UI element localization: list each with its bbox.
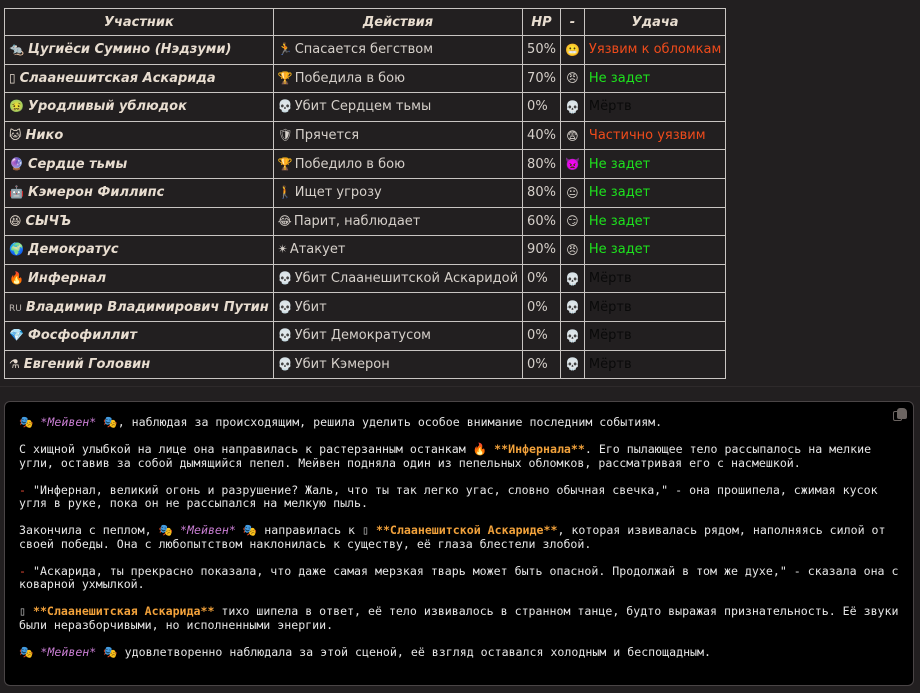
hp-cell: 0% — [523, 93, 561, 122]
luck-cell: Мёртв — [584, 350, 725, 379]
participant-name: Цугиёси Сумино (Нэдзуми) — [27, 42, 232, 58]
luck-cell: Мёртв — [584, 264, 725, 293]
theater-masks-icon: 🎭 — [19, 415, 34, 429]
mood-cell — [560, 150, 584, 179]
trophy-icon: 🏆 — [277, 70, 293, 85]
story-text: удовлетворенно наблюдала за этой сценой, её взгляд оставался холодным и беспощадным. — [117, 644, 711, 659]
mayven-name: *Мейвен* — [40, 644, 97, 659]
participant-cell — [5, 121, 274, 150]
devil-face-icon: 👿 — [564, 157, 580, 172]
skull-icon: 💀 — [277, 356, 293, 371]
story-text: направилась к — [257, 523, 362, 537]
participant-cell — [5, 93, 274, 122]
action-cell — [273, 178, 522, 207]
header-mood: - — [560, 9, 584, 36]
action-text: Убит Сердцем тьмы — [294, 99, 432, 115]
skull-icon: 💀 — [564, 99, 580, 114]
luck-cell: Не задет — [584, 207, 725, 236]
participant-name: Кэмерон Филлипс — [27, 185, 165, 201]
story-paragraph-4 — [19, 524, 899, 551]
skull-icon: 💀 — [277, 299, 293, 314]
mood-cell — [560, 350, 584, 379]
table-row — [5, 121, 726, 150]
mood-cell — [560, 264, 584, 293]
story-paragraph-3 — [19, 484, 899, 511]
rat-icon: 🐀 — [9, 42, 24, 57]
participant-cell — [5, 207, 274, 236]
participant-cell — [5, 64, 274, 93]
participant-cell — [5, 36, 274, 65]
participant-name: Фосфофиллит — [27, 328, 138, 344]
skull-icon: 💀 — [277, 99, 293, 114]
globe-icon: 🌍 — [9, 242, 24, 257]
table-row — [5, 36, 726, 65]
angry-face-icon: 😠 — [566, 242, 579, 257]
table-row — [5, 350, 726, 379]
ascarid-name: **Слаанешитской Аскариде** — [375, 523, 558, 537]
participant-name: Евгений Головин — [23, 356, 151, 372]
status-table — [4, 8, 726, 379]
story-text: "Аскарида, ты прекрасно показала, что даже самая мерзкая тварь может быть опасной. Продолжай в том же духе," - сказала она с коварной ухмылкой. — [19, 563, 899, 591]
neutral-face-icon: 😐 — [566, 185, 579, 200]
action-text: Победила в бою — [294, 70, 406, 86]
theater-masks-icon: 🎭 — [158, 523, 174, 537]
participant-name: Нико — [25, 128, 64, 144]
mood-cell — [560, 236, 584, 265]
action-text: Убит Кэмерон — [294, 356, 390, 372]
participant-cell — [5, 321, 274, 350]
action-text: Спасается бегством — [294, 42, 434, 58]
action-cell — [273, 121, 522, 150]
luck-cell: Мёртв — [584, 321, 725, 350]
mood-cell — [560, 321, 584, 350]
skull-icon: 💀 — [277, 328, 293, 343]
mayven-name: *Мейвен* — [180, 523, 236, 537]
header-actions: Действия — [273, 9, 522, 36]
action-cell — [273, 264, 522, 293]
theater-masks-icon: 🎭 — [103, 644, 118, 659]
smirk-face-icon: 😏 — [566, 214, 579, 229]
action-cell — [273, 350, 522, 379]
hp-cell: 0% — [523, 264, 561, 293]
header-participant: Участник — [5, 9, 274, 36]
skull-icon: 💀 — [564, 328, 580, 343]
luck-cell: Не задет — [584, 64, 725, 93]
fire-icon: 🔥 — [472, 442, 488, 456]
story-text: , наблюдая за происходящим, решила уделить особое внимание последним событиям. — [117, 415, 663, 429]
hp-cell: 80% — [523, 150, 561, 179]
hp-cell: 80% — [523, 178, 561, 207]
russia-flag-icon: RU — [9, 303, 22, 314]
star-burst-icon: ✴ — [277, 242, 288, 257]
tears-of-joy-icon: 😂 — [277, 213, 292, 228]
story-text: . Его пылающее тело рассыпалось на мелкие угли, оставив за собой дымящийся пепел. Мейвен подняла один из пепельных обломков, рассматривая его с насмешкой. — [19, 442, 872, 470]
action-text: Убит — [294, 299, 327, 315]
action-cell — [273, 64, 522, 93]
hp-cell: 70% — [523, 64, 561, 93]
luck-cell: Мёртв — [584, 293, 725, 322]
table-row — [5, 178, 726, 207]
luck-cell: Мёртв — [584, 93, 725, 122]
trophy-icon: 🏆 — [277, 156, 293, 171]
story-text: , которая извивалась рядом, наполняясь силой от своей победы. Она с любопытством наклонилась к существу, её глаза блестели злобой. — [19, 523, 886, 551]
header-hp: HP — [523, 9, 561, 36]
story-paragraph-2 — [19, 443, 899, 470]
ascarid-name: **Слаанешитская Аскарида** — [32, 604, 215, 618]
list-dash: - — [19, 482, 26, 497]
hp-cell: 0% — [523, 350, 561, 379]
walking-person-icon: 🚶 — [277, 185, 293, 200]
fire-icon: 🔥 — [9, 271, 24, 286]
luck-cell: Не задет — [584, 236, 725, 265]
theater-masks-icon: 🎭 — [103, 415, 118, 429]
table-header-row — [5, 9, 726, 36]
participant-name: СЫЧЪ — [25, 213, 72, 229]
luck-cell: Уязвим к обломкам — [584, 36, 725, 65]
dark-orb-icon: 🔮 — [9, 156, 24, 171]
story-paragraph-7 — [19, 646, 899, 660]
nauseated-face-icon: 🤢 — [9, 99, 24, 114]
table-row — [5, 64, 726, 93]
table-row — [5, 236, 726, 265]
action-cell — [273, 36, 522, 65]
action-cell — [273, 236, 522, 265]
action-text: Атакует — [289, 242, 346, 258]
hp-cell: 0% — [523, 321, 561, 350]
story-text: Закончила с пеплом, — [19, 523, 159, 537]
hp-cell: 90% — [523, 236, 561, 265]
table-row — [5, 150, 726, 179]
divider — [0, 386, 920, 387]
theater-masks-icon: 🎭 — [242, 523, 258, 537]
hp-cell: 0% — [523, 293, 561, 322]
table-row — [5, 93, 726, 122]
participant-cell — [5, 236, 274, 265]
luck-cell: Не задет — [584, 178, 725, 207]
story-text: "Инфернал, великий огонь и разрушение? Жаль, что ты так легко угас, словно обычная свечка," - она прошипела, сжимая кусок угля в руке, пока он не рассыпался на мелкую пыль. — [19, 482, 878, 510]
theater-masks-icon: 🎭 — [19, 644, 34, 659]
story-paragraph-1 — [19, 416, 899, 430]
action-text: Парит, наблюдает — [293, 213, 421, 229]
list-dash: - — [19, 563, 26, 578]
fearful-face-icon: 😨 — [566, 128, 579, 143]
table-row — [5, 321, 726, 350]
action-text: Прячется — [295, 128, 360, 144]
action-text: Победило в бою — [294, 156, 406, 172]
participant-name: Инфернал — [27, 271, 107, 287]
story-text: тихо шипела в ответ, её тело извивалось в странном танце, будто выражая признательность. Её звуки были неразборчивыми, но исполненными энергии. — [19, 604, 899, 632]
running-icon: 🏃 — [277, 42, 293, 57]
story-code-block — [4, 401, 914, 686]
participant-name: Демократус — [27, 242, 119, 258]
mood-cell — [560, 93, 584, 122]
mood-cell — [560, 178, 584, 207]
laughing-face-icon: 😆 — [9, 213, 22, 228]
mood-cell — [560, 207, 584, 236]
action-cell — [273, 93, 522, 122]
action-text: Ищет угрозу — [294, 185, 382, 201]
missing-glyph-icon: ▯ — [19, 604, 26, 618]
mayven-name: *Мейвен* — [40, 415, 97, 429]
story-paragraph-5 — [19, 565, 899, 592]
mood-cell — [560, 36, 584, 65]
table-row — [5, 293, 726, 322]
cat-face-icon: 🐱 — [9, 128, 22, 143]
participant-name: Владимир Владимирович Путин — [25, 299, 269, 315]
action-text: Убит Слаанешитской Аскаридой — [294, 271, 519, 287]
mood-cell — [560, 64, 584, 93]
hp-cell: 40% — [523, 121, 561, 150]
participant-cell — [5, 264, 274, 293]
infernal-name: **Инфернала** — [494, 442, 585, 456]
luck-cell: Не задет — [584, 150, 725, 179]
gem-icon: 💎 — [9, 328, 24, 343]
robot-face-icon: 🤖 — [9, 185, 24, 200]
skull-icon: 💀 — [277, 271, 293, 286]
angry-face-icon: 😠 — [566, 71, 579, 86]
hp-cell: 50% — [523, 36, 561, 65]
skull-icon: 💀 — [564, 271, 580, 286]
skull-icon: 💀 — [564, 357, 580, 372]
action-cell — [273, 150, 522, 179]
shield-icon: 🛡 — [277, 128, 294, 143]
missing-glyph-icon: ▯ — [9, 70, 16, 85]
luck-cell: Частично уязвим — [584, 121, 725, 150]
grimace-icon: 😬 — [564, 42, 580, 57]
story-paragraph-6 — [19, 605, 899, 632]
mood-cell — [560, 293, 584, 322]
participant-name: Уродливый ублюдок — [27, 99, 187, 115]
table-row — [5, 264, 726, 293]
participant-cell — [5, 178, 274, 207]
table-row — [5, 207, 726, 236]
participant-name: Сердце тьмы — [27, 156, 128, 172]
participant-name: Слаанешитская Аскарида — [19, 70, 216, 86]
participant-cell — [5, 293, 274, 322]
copy-icon[interactable] — [893, 408, 907, 422]
skull-icon: 💀 — [564, 300, 580, 315]
action-cell — [273, 293, 522, 322]
mood-cell — [560, 121, 584, 150]
missing-glyph-icon: ▯ — [362, 523, 369, 537]
participant-cell — [5, 350, 274, 379]
action-text: Убит Демократусом — [294, 328, 431, 344]
participant-cell — [5, 150, 274, 179]
story-text: С хищной улыбкой на лице она направилась к растерзанным останкам — [19, 442, 473, 456]
header-luck: Удача — [584, 9, 725, 36]
flask-icon: ⚗ — [9, 356, 20, 371]
hp-cell: 60% — [523, 207, 561, 236]
action-cell — [273, 321, 522, 350]
action-cell — [273, 207, 522, 236]
